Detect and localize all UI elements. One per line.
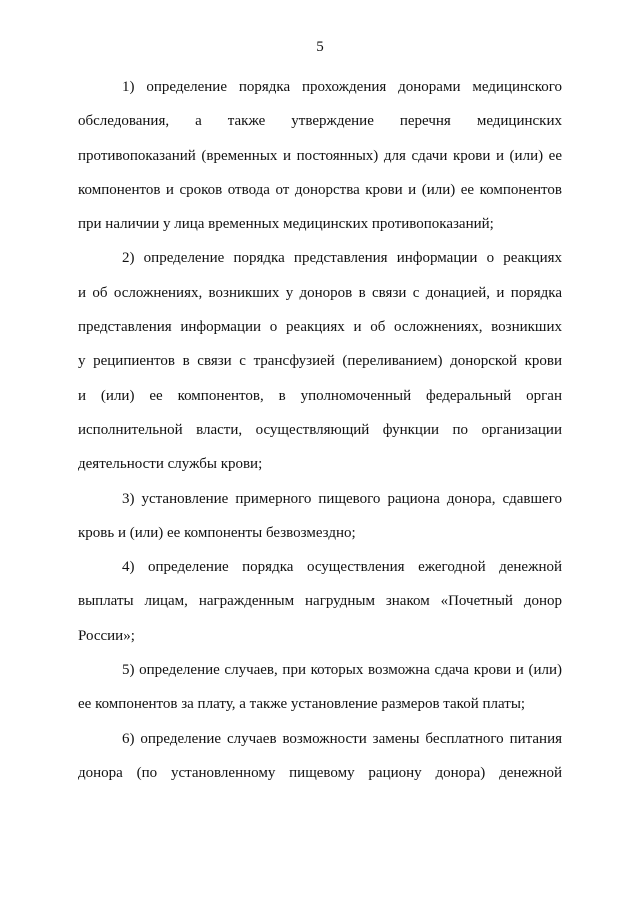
paragraph-line: 1) определение порядка прохождения донорами медицинского (122, 79, 562, 95)
paragraph-line: 3) установление примерного пищевого рациона донора, сдавшего (122, 490, 562, 507)
paragraph-line: компонентов и сроков отвода от донорства крови и (или) ее компонентов (78, 181, 562, 198)
paragraph (78, 550, 562, 653)
paragraph-line: ее компонентов за плату, а также установление размеров такой платы; (78, 696, 526, 713)
paragraph (78, 241, 562, 481)
paragraph-line: у реципиентов в связи с трансфузией (переливанием) донорской крови (78, 353, 562, 370)
paragraph-line: кровь и (или) ее компоненты безвозмездно; (78, 524, 356, 541)
paragraph-line: 5) определение случаев, при которых возможна сдача крови и (или) (122, 662, 562, 679)
paragraph-line: 4) определение порядка осуществления ежегодной денежной (122, 559, 562, 576)
paragraph-line: донора (по установленному пищевому рациону донора) денежной (78, 764, 562, 781)
paragraph-line: 2) определение порядка представления информации о реакциях (122, 250, 562, 267)
paragraph-line: обследования, а также утверждение перечня медицинских (78, 113, 562, 130)
paragraph-line: исполнительной власти, осуществляющий функции по организации (78, 421, 562, 438)
paragraph-line: России»; (78, 627, 135, 644)
paragraph-line: при наличии у лица временных медицинских противопоказаний; (78, 216, 494, 233)
paragraph (78, 722, 562, 791)
page-number: 5 (316, 39, 324, 55)
paragraph-line: выплаты лицам, награжденным нагрудным знаком «Почетный донор (78, 593, 562, 610)
paragraph-line: деятельности службы крови; (78, 456, 263, 473)
paragraph-line: представления информации о реакциях и об осложнениях, возникших (78, 319, 562, 336)
paragraph (78, 653, 562, 722)
paragraph-line: и об осложнениях, возникших у доноров в связи с донацией, и порядка (78, 284, 562, 301)
paragraph-line: и (или) ее компонентов, в уполномоченный федеральный орган (78, 387, 562, 404)
paragraph (78, 70, 562, 241)
document-body (78, 70, 562, 790)
paragraph-line: 6) определение случаев возможности замены бесплатного питания (122, 730, 562, 747)
paragraph (78, 482, 562, 551)
paragraph-line: противопоказаний (временных и постоянных) для сдачи крови и (или) ее (78, 147, 562, 164)
